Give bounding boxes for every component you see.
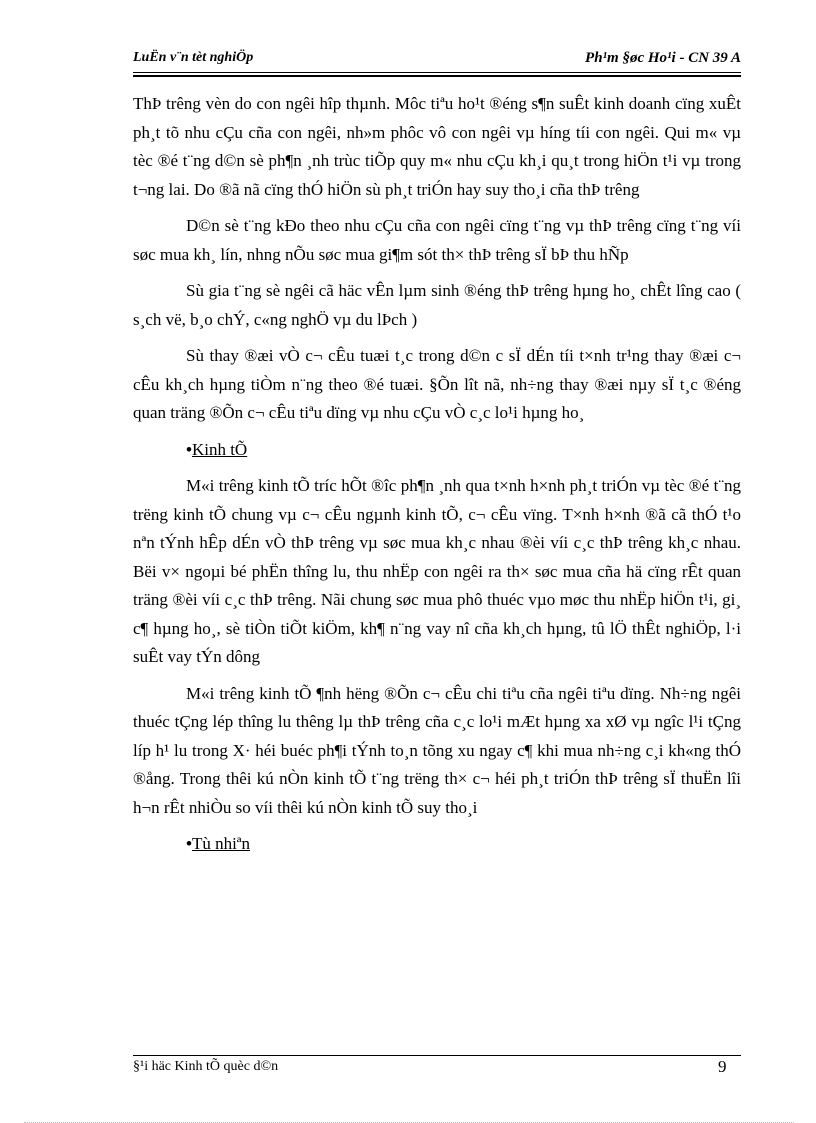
paragraph-population-growth: D©n sè t¨ng kÐo theo nhu cÇu cña con ngêi cïng t¨ng vµ thÞ trêng cïng t¨ng víi søc mua kh¸ lín, nhng nÕu søc mua gi¶m sót th× thÞ trêng sÏ bÞ thu hÑp (133, 216, 741, 264)
section-title-nature: Tù nhiªn (191, 834, 251, 853)
page-body (133, 90, 741, 867)
header-rule-thick (133, 75, 741, 77)
paragraph-age-structure: Sù thay ®æi vÒ c¬ cÊu tuæi t¸c trong d©n c sÏ dÉn tíi t×nh tr¹ng thay ®æi c¬ cÊu kh¸ch hµng tiÒm n¨ng theo ®é tuæi. §Õn lît nã, nh÷ng thay ®æi nµy sÏ t¸c ®éng quan träng ®Õn c¬ cÊu tiªu dïng vµ nhu cÇu vÒ c¸c lo¹i hµng ho¸ (133, 346, 741, 422)
footer-university: §¹i häc Kinh tÕ quèc d©n (133, 1059, 279, 1074)
header-rule-thin (133, 72, 741, 73)
section-heading-economy (186, 436, 741, 465)
paragraph-education: Sù gia t¨ng sè ngêi cã häc vÊn lµm sinh ®éng thÞ trêng hµng ho¸ chÊt lîng cao ( s¸ch vë, b¸o chÝ, c«ng nghÖ vµ du lÞch ) (133, 281, 741, 329)
header-thesis-label: LuËn v¨n tèt nghiÖp (133, 50, 254, 65)
bullet-icon: • (186, 439, 192, 459)
paragraph-spending-structure: M«i trêng kinh tÕ ¶nh hëng ®Õn c¬ cÊu chi tiªu cña ngêi tiªu dïng. Nh÷ng ngêi thuéc tÇng lép thîng lu thêng lµ thÞ trêng cña c¸c lo¹i mÆt hµng xa xØ vµ ngîc l¹i tÇng líp h¹ lu trong X· héi buéc ph¶i tÝnh to¸n tõng xu ngay c¶ khi mua nh÷ng c¸i kh«ng thÓ ®ång. Trong thêi kú nÒn kinh tÕ t¨ng trëng th× c¬ héi ph¸t triÓn thÞ trêng sÏ thuËn lîi h¬n rÊt nhiÒu so víi thêi kú nÒn kinh tÕ suy tho¸i (133, 683, 741, 817)
header-author: Ph¹m §øc Ho¹i - CN 39 A (585, 50, 741, 66)
page-number: 9 (718, 1057, 727, 1076)
page-header (133, 50, 741, 70)
bullet-icon: • (186, 834, 192, 853)
paragraph-market-people: ThÞ trêng vèn do con ngêi hîp thµnh. Môc tiªu ho¹t ®éng s¶n suÊt kinh doanh cïng xuÊt ph¸t tõ nhu cÇu cña con ngêi, nh»m phôc vô con ngêi vµ híng tíi con ngêi. Qui m« vµ tèc ®é t¨ng d©n sè ph¶n ¸nh trùc tiÕp quy m« nhu cÇu kh¸i qu¸t trong hiÖn t¹i vµ trong t¬ng lai. Do ®ã nã cïng thÓ hiÖn sù ph¸t triÓn hay suy tho¸i cña thÞ trêng (133, 94, 741, 199)
footer-rule (133, 1055, 741, 1056)
paragraph-economic-environment: M«i trêng kinh tÕ tríc hÕt ®îc ph¶n ¸nh qua t×nh h×nh ph¸t triÓn vµ tèc ®é t¨ng trëng kinh tÕ chung vµ c¬ cÊu ngµnh kinh tÕ, c¬ cÊu vïng. T×nh h×nh ®ã cã thÓ t¹o nªn tÝnh hÊp dÉn vÒ thÞ trêng vµ søc mua kh¸c nhau ®èi víi c¸c thÞ trêng kh¸c nhau. Bëi v× ngoµi bé phËn thîng lu, thu nhËp con ngêi ra th× søc mua cña hä cïng rÊt quan träng ®èi víi c¸c thÞ trêng. Nãi chung søc mua phô thuéc vµo møc thu nhËp hiÖn t¹i, gi¸ c¶ hµng ho¸, sè tiÒn tiÕt kiÖm, kh¶ n¨ng vay nî cña kh¸ch hµng, tû lÖ thÊt nghiÖp, l·i suÊt vay tÝn dông (133, 476, 741, 666)
section-title-economy: Kinh tÕ (191, 439, 248, 459)
section-heading-nature (186, 830, 741, 859)
